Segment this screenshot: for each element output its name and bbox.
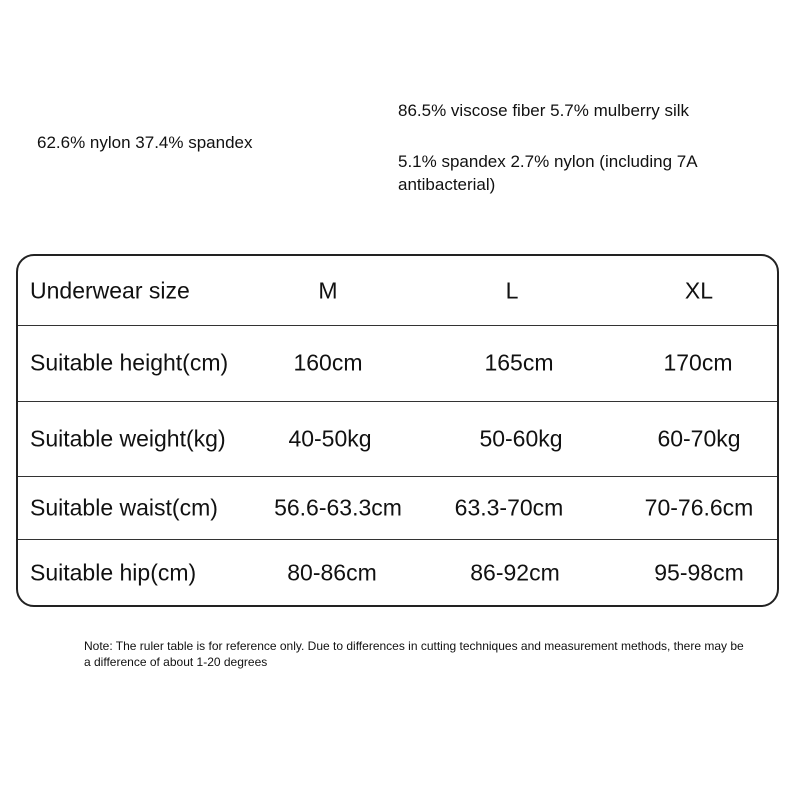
table-cell: 86-92cm (470, 559, 560, 586)
table-cell: 70-76.6cm (644, 494, 754, 520)
material-right-line2: 5.1% spandex 2.7% nylon (including 7A antibacterial) (398, 152, 697, 194)
header-label: Underwear size (30, 277, 190, 303)
material-left-text: 62.6% nylon 37.4% spandex (37, 133, 253, 152)
header-size-xl: XL (684, 277, 714, 303)
header-size-m: M (318, 277, 338, 303)
table-cell: 60-70kg (657, 425, 741, 451)
reference-note: Note: The ruler table is for reference only. Due to differences in cutting techniques and measurement methods, there may be a difference of about 1-20 degrees (84, 639, 744, 669)
table-cell: 50-60kg (479, 425, 563, 451)
row-label: Suitable weight(kg) (30, 425, 226, 451)
table-cell: 165cm (484, 349, 554, 376)
table-cell: 56.6-63.3cm (274, 494, 402, 520)
table-row-height (18, 325, 777, 402)
table-row-waist (18, 476, 777, 540)
row-label: Suitable hip(cm) (30, 559, 197, 586)
table-header-row (18, 256, 777, 326)
size-chart-table (16, 254, 779, 607)
table-cell: 170cm (663, 349, 733, 376)
table-cell: 40-50kg (288, 425, 372, 451)
material-right-line1: 86.5% viscose fiber 5.7% mulberry silk (398, 101, 690, 120)
header-size-l: L (505, 277, 519, 303)
table-row-hip (18, 539, 777, 607)
table-cell: 160cm (293, 349, 363, 376)
table-row-weight (18, 401, 777, 477)
table-cell: 95-98cm (654, 559, 744, 586)
row-label: Suitable height(cm) (30, 349, 229, 376)
table-cell: 80-86cm (287, 559, 377, 586)
table-cell: 63.3-70cm (454, 494, 564, 520)
row-label: Suitable waist(cm) (30, 494, 218, 520)
